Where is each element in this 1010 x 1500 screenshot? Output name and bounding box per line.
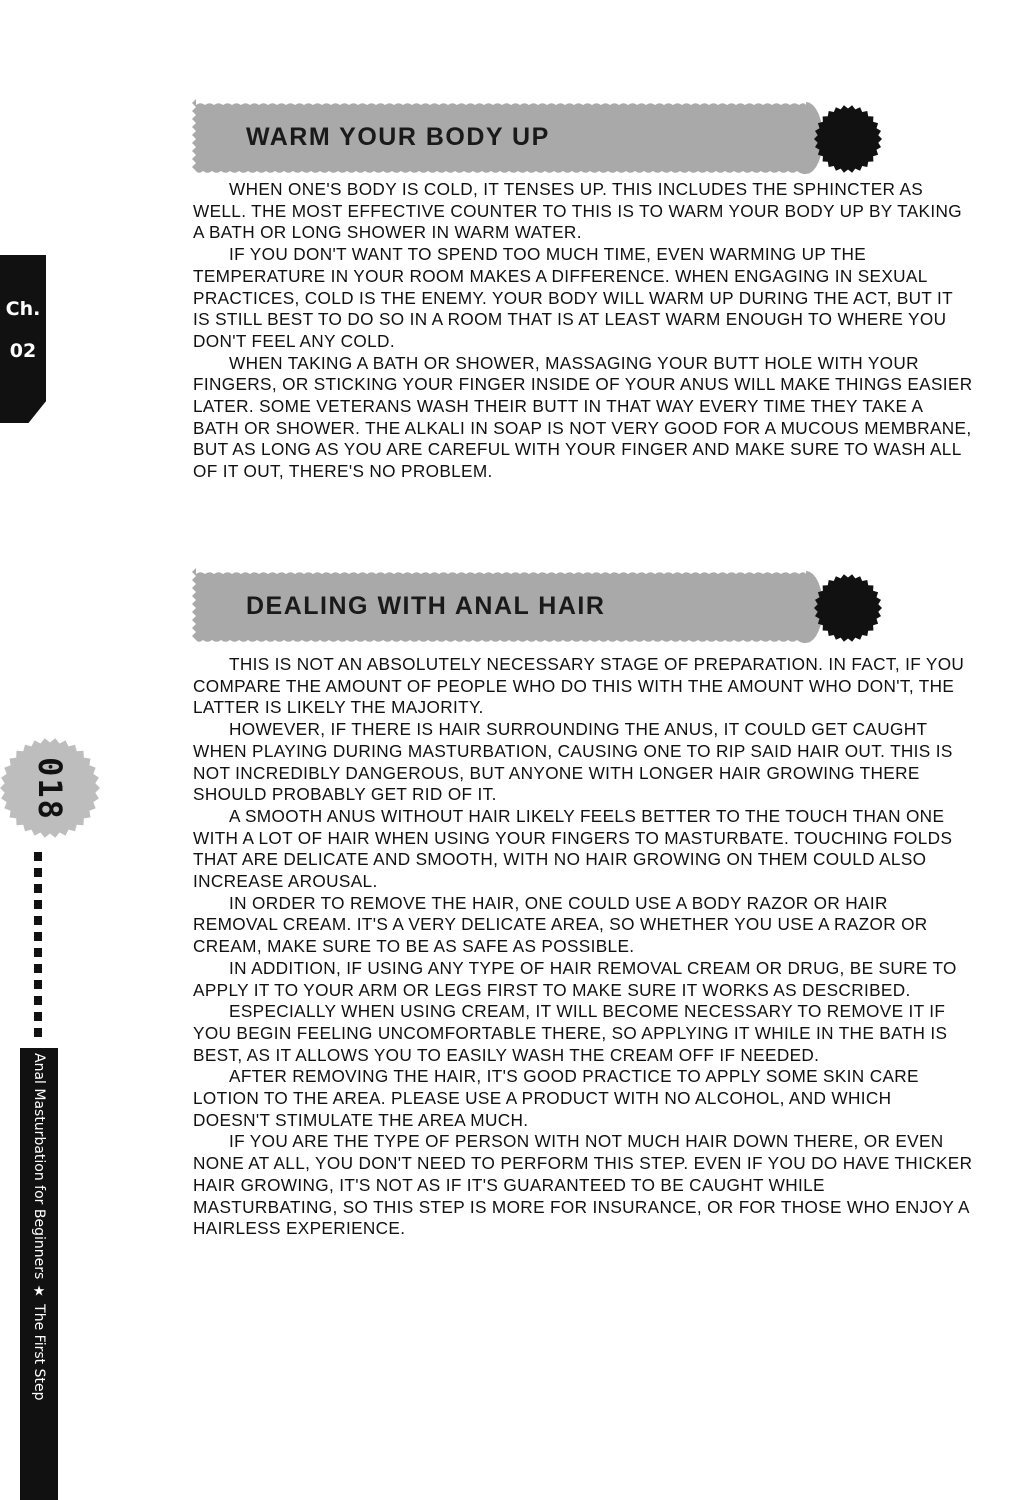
paragraph: IN ADDITION, IF USING ANY TYPE OF HAIR REMOVAL CREAM OR DRUG, BE SURE TO APPLY IT TO YOUR ARM OR LEGS FIRST TO MAKE SURE IT WORKS AS DESCRIBED. (193, 957, 957, 1000)
rail-dot (34, 980, 42, 989)
section-body-anal-hair (193, 654, 973, 1240)
paragraph: WHEN ONE'S BODY IS COLD, IT TENSES UP. THIS INCLUDES THE SPHINCTER AS WELL. THE MOST EFFECTIVE COUNTER TO THIS IS TO WARM YOUR BODY UP BY TAKING A BATH OR LONG SHOWER IN WARM WATER. (193, 179, 962, 243)
paragraph: IF YOU DON'T WANT TO SPEND TOO MUCH TIME, EVEN WARMING UP THE TEMPERATURE IN YOUR ROOM MAKES A DIFFERENCE. WHEN ENGAGING IN SEXUAL PRACTICES, COLD IS THE ENEMY. YOUR BODY WILL WARM UP DURING THE ACT, BUT IT IS STILL BEST TO DO SO IN A ROOM THAT IS AT LEAST WARM ENOUGH TO WHERE YOU DON'T FEEL ANY COLD. (193, 244, 953, 351)
paragraph: HOWEVER, IF THERE IS HAIR SURROUNDING THE ANUS, IT COULD GET CAUGHT WHEN PLAYING DURING MASTURBATION, CAUSING ONE TO RIP SAID HAIR OUT. THIS IS NOT INCREDIBLY DANGEROUS, BUT ANYONE WITH LONGER HAIR GROWING THERE SHOULD PROBABLY GET RID OF IT. (193, 719, 953, 805)
rail-dot (34, 932, 42, 941)
chapter-tab (0, 255, 46, 423)
header-bullet-icon (814, 574, 882, 642)
rail-dot (34, 996, 42, 1005)
rail-dot (34, 1012, 42, 1021)
paragraph: WHEN TAKING A BATH OR SHOWER, MASSAGING YOUR BUTT HOLE WITH YOUR FINGERS, OR STICKING YOUR FINGER INSIDE OF YOUR ANUS WILL MAKE THINGS EASIER LATER. SOME VETERANS WASH THEIR BUTT IN THAT WAY EVERY TIME THEY TAKE A BATH OR SHOWER. THE ALKALI IN SOAP IS NOT VERY GOOD FOR A MUCOUS MEMBRANE, BUT AS LONG AS YOU ARE CAREFUL WITH YOUR FINGER AND MAKE SURE TO WASH ALL OF IT OUT, THERE'S NO PROBLEM. (193, 352, 973, 482)
rail-dot (34, 884, 42, 893)
paragraph: THIS IS NOT AN ABSOLUTELY NECESSARY STAGE OF PREPARATION. IN FACT, IF YOU COMPARE THE AMOUNT OF PEOPLE WHO DO THIS WITH THE AMOUNT WHO DON'T, THE LATTER IS LIKELY THE MAJORITY. (193, 654, 965, 718)
rail-dot (34, 948, 42, 957)
paragraph: IF YOU ARE THE TYPE OF PERSON WITH NOT MUCH HAIR DOWN THERE, OR EVEN NONE AT ALL, YOU DON'T NEED TO PERFORM THIS STEP. EVEN IF YOU DO HAVE THICKER HAIR GROWING, IT'S NOT AS IF IT'S GUARANTEED TO BE CAUGHT WHILE MASTURBATING, SO THIS STEP IS MORE FOR INSURANCE, OR FOR THOSE WHO ENJOY A HAIRLESS EXPERIENCE. (193, 1131, 973, 1239)
series-title: Anal Masturbation for Beginners ★ The First Step (31, 1053, 47, 1401)
paragraph: AFTER REMOVING THE HAIR, IT'S GOOD PRACTICE TO APPLY SOME SKIN CARE LOTION TO THE AREA. PLEASE USE A PRODUCT WITH NO ALCOHOL, AND WHICH DOESN'T STIMULATE THE AREA MUCH. (193, 1066, 919, 1130)
paragraph: ESPECIALLY WHEN USING CREAM, IT WILL BECOME NECESSARY TO REMOVE IT IF YOU BEGIN FEELING UNCOMFORTABLE THERE, SO APPLYING IT WHILE IN THE BATH IS BEST, AS IT ALLOWS YOU TO EASILY WASH THE CREAM OFF IF NEEDED. (193, 1001, 948, 1065)
section-header-anal-hair (190, 564, 890, 652)
section-body-warm-body (193, 179, 973, 483)
section-title: WARM YOUR BODY UP (246, 123, 550, 151)
rail-dot (34, 964, 42, 973)
page-number: 018 (31, 757, 69, 821)
rail-dot (34, 1028, 42, 1037)
rail-dot (34, 900, 42, 909)
rail-dot (34, 868, 42, 877)
section-header-warm-body (190, 95, 890, 183)
section-title: DEALING WITH ANAL HAIR (246, 592, 606, 620)
header-bullet-icon (814, 105, 882, 173)
chapter-number: 02 (9, 340, 37, 362)
square-dots-rail (34, 852, 43, 1037)
chapter-label: Ch. (5, 298, 41, 320)
rail-dot (34, 852, 42, 861)
rail-dot (34, 916, 42, 925)
paragraph: IN ORDER TO REMOVE THE HAIR, ONE COULD USE A BODY RAZOR OR HAIR REMOVAL CREAM. IT'S A VERY DELICATE AREA, SO WHETHER YOU USE A RAZOR OR CREAM, MAKE SURE TO BE AS SAFE AS POSSIBLE. (193, 892, 928, 957)
paragraph: A SMOOTH ANUS WITHOUT HAIR LIKELY FEELS BETTER TO THE TOUCH THAN ONE WITH A LOT OF HAIR WHEN USING YOUR FINGERS TO MASTURBATE. TOUCHING FOLDS THAT ARE DELICATE AND SMOOTH, WITH NO HAIR GROWING ON THEM COULD ALSO INCREASE AROUSAL. (193, 805, 953, 892)
